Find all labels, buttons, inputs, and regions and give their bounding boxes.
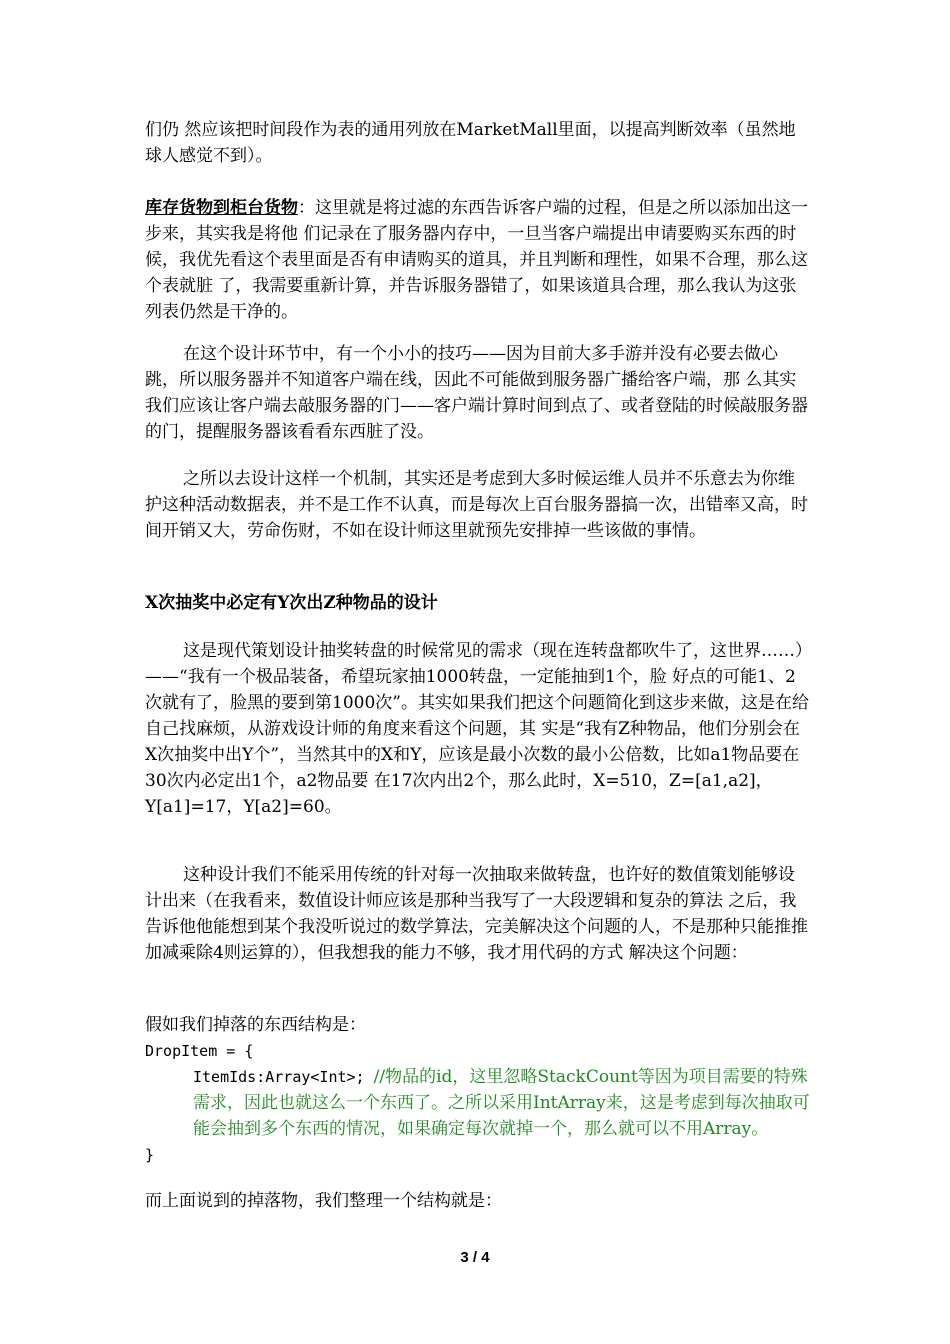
- paragraph-time-period: 们仍 然应该把时间段作为表的通用列放在MarketMall里面，以提高判断效率（虽然地球人感觉不到）。: [145, 120, 796, 166]
- code-itemids-comment: //物品的id，这里忽略StackCount等因为项目需要的特殊需求，因此也就这么一个东西了。之所以采用IntArray来，这是考虑到每次抽取可能会抽到多个东西的情况，如果确定每次就掉一个，那么就可以不用Array。: [193, 1067, 810, 1139]
- paragraph-mechanism-reason: 之所以去设计这样一个机制，其实还是考虑到大多时候运维人员并不乐意去为你维护这种活动数据表，并不是工作不认真，而是每次上百台服务器搞一次，出错率又高，时间开销又大，劳命伤财，不如在设计师这里就预先安排掉一些该做的事情。: [145, 469, 808, 541]
- paragraph-trailing: 而上面说到的掉落物，我们整理一个结构就是：: [145, 1191, 502, 1211]
- paragraph-inventory-body: ：这里就是将过滤的东西告诉客户端的过程，但是之所以添加出这一步来，其实我是将他 们记录在了服务器内存中，一旦当客户端提出申请要购买东西的时候，我优先看这个表里面是否有申请购买的道具，并且判断和理性，如果不合理，那么这个表就脏 了，我需要重新计算，并告诉服务器错了，如果该道具合理，那么我认为这张列表仍然是干净的。: [145, 198, 808, 322]
- code-line-close: }: [145, 1146, 155, 1164]
- paragraph-drop-structure-intro: 假如我们掉落的东西结构是：: [145, 1015, 366, 1035]
- code-itemids-declaration: ItemIds:Array<Int>;: [193, 1068, 374, 1086]
- paragraph-design-approach: 这种设计我们不能采用传统的针对每一次抽取来做转盘，也许好的数值策划能够设计出来（在我看来，数值设计师应该是那种当我写了一大段逻辑和复杂的算法 之后，我告诉他他能想到某个我没听说过的数学算法，完美解决这个问题的人，不是那种只能推推加减乘除4则运算的），但我想我的能力不够，我才用代码的方式 解决这个问题：: [145, 865, 808, 963]
- section-title: X次抽奖中必定有Y次出Z种物品的设计: [145, 593, 438, 613]
- code-line-open: DropItem = {: [145, 1042, 254, 1060]
- page-number: 3 / 4: [460, 1249, 490, 1266]
- paragraph-lottery-requirement: 这是现代策划设计抽奖转盘的时候常见的需求（现在连转盘都吹牛了，这世界……）——“我有一个极品装备，希望玩家抽1000转盘，一定能抽到1个，脸 好点的可能1、2次就有了，脸黑的要到第1000次”。其实如果我们把这个问题简化到这步来做，这是在给自己找麻烦，从游戏设计师的角度来看这个问题，其 实是“我有Z种物品，他们分别会在X次抽奖中出Y个”，当然其中的X和Y，应该是最小次数的最小公倍数，比如a1物品要在30次内必定出1个，a2物品要 在17次内出2个，那么此时，X=510，Z=[a1,a2]，Y[a1]=17，Y[a2]=60。: [145, 641, 809, 817]
- paragraph-heartbeat-trick: 在这个设计环节中，有一个小小的技巧——因为目前大多手游并没有必要去做心跳，所以服务器并不知道客户端在线，因此不可能做到服务器广播给客户端，那 么其实我们应该让客户端去敲服务器的门——客户端计算时间到点了、或者登陆的时候敲服务器的门，提醒服务器该看看东西脏了没。: [145, 344, 808, 442]
- code-block: [145, 1038, 810, 1168]
- inline-heading-inventory: 库存货物到柜台货物: [145, 198, 298, 218]
- code-line-itemids: [145, 1064, 810, 1142]
- paragraph-inventory-to-counter: [145, 195, 810, 325]
